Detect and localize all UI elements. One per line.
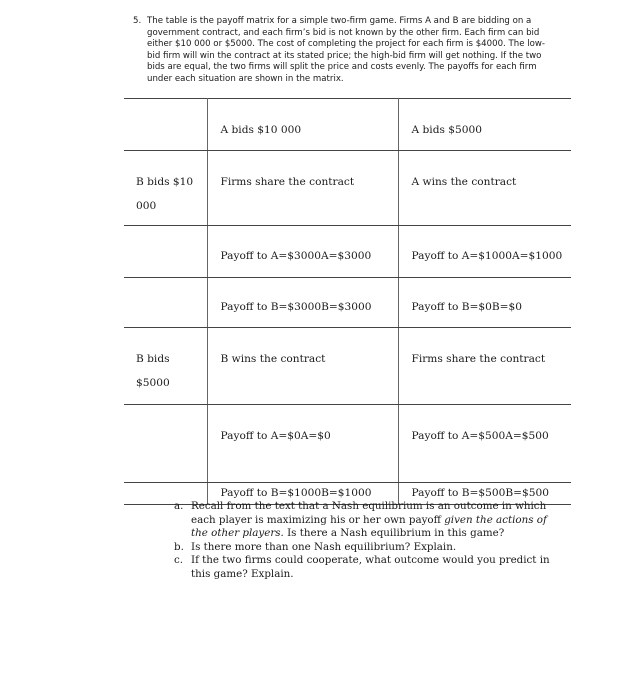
question-number: 5.: [133, 16, 142, 26]
sub-question-text: Is there a Nash equilibrium in this game?: [283, 527, 505, 540]
matrix-row-b10000-payoff-b: [124, 278, 571, 328]
col-header-a-bids-10000: A bids $10 000: [207, 99, 398, 151]
cell-payoff-b: Payoff to B=$500B=$500: [398, 483, 571, 505]
row-label-empty: [124, 226, 207, 278]
cell-payoff-a: Payoff to A=$3000A=$3000: [207, 226, 398, 278]
matrix-header-row: [124, 99, 571, 151]
row-label-empty: [124, 405, 207, 483]
cell-payoff-a: Payoff to A=$0A=$0: [207, 405, 398, 483]
row-label-b-bids-5000: [124, 328, 207, 405]
sub-question-a: [174, 500, 554, 541]
matrix-row-b10000-contract: [124, 151, 571, 226]
cell-share-contract: Firms share the contract: [398, 328, 571, 405]
row-label-empty: [124, 278, 207, 328]
sub-question-text: Is there more than one Nash equilibrium? Explain.: [191, 540, 457, 553]
cell-payoff-b: Payoff to B=$3000B=$3000: [207, 278, 398, 328]
payoff-matrix: [124, 98, 571, 505]
sub-questions: [174, 500, 554, 582]
row-label-line-2: 000: [136, 200, 157, 212]
sub-question-emphasis: given the actions of the other players.: [191, 513, 547, 540]
cell-payoff-a: Payoff to A=$500A=$500: [398, 405, 571, 483]
cell-share-contract: Firms share the contract: [207, 151, 398, 226]
matrix-row-b10000-payoff-a: [124, 226, 571, 278]
sub-question-text: Recall from the text that a Nash equilibrium is an outcome in which each player is maximizing his or her own payoff: [191, 500, 547, 526]
row-label-line-2: $5000: [136, 377, 170, 389]
row-label-line-1: B bids $10: [136, 176, 194, 188]
row-label-line-1: B bids: [136, 353, 170, 365]
sub-question-letter: a.: [174, 500, 184, 512]
cell-payoff-b: Payoff to B=$0B=$0: [398, 278, 571, 328]
matrix-row-b5000-contract: [124, 328, 571, 405]
question-5: [133, 16, 553, 86]
cell-a-wins: A wins the contract: [398, 151, 571, 226]
matrix-row-b5000-payoff-a: [124, 405, 571, 483]
sub-question-b: [174, 541, 554, 555]
sub-question-letter: c.: [174, 554, 184, 567]
sub-question-text: If the two firms could cooperate, what outcome would you predict in this game? Explain.: [191, 554, 550, 580]
sub-question-c: [174, 554, 554, 581]
cell-b-wins: B wins the contract: [207, 328, 398, 405]
question-text: The table is the payoff matrix for a simple two-firm game. Firms A and B are bidding on a government contract, and each firm’s bid is not known by the other firm. Each firm can bid either $10 000 or $5000. The cost of completing the project for each firm is $4000. The low-bid firm will win the contract at its stated price; the high-bid firm will get nothing. If the two bids are equal, the two firms will split the price and costs evenly. The payoffs for each firm under each situation are shown in the matrix.: [147, 16, 545, 84]
matrix-corner-cell: [124, 99, 207, 151]
cell-payoff-a: Payoff to A=$1000A=$1000: [398, 226, 571, 278]
col-header-a-bids-5000: A bids $5000: [398, 99, 571, 151]
cell-payoff-b: Payoff to B=$1000B=$1000: [207, 483, 398, 505]
sub-question-letter: b.: [174, 540, 184, 553]
row-label-b-bids-10000: [124, 151, 207, 226]
